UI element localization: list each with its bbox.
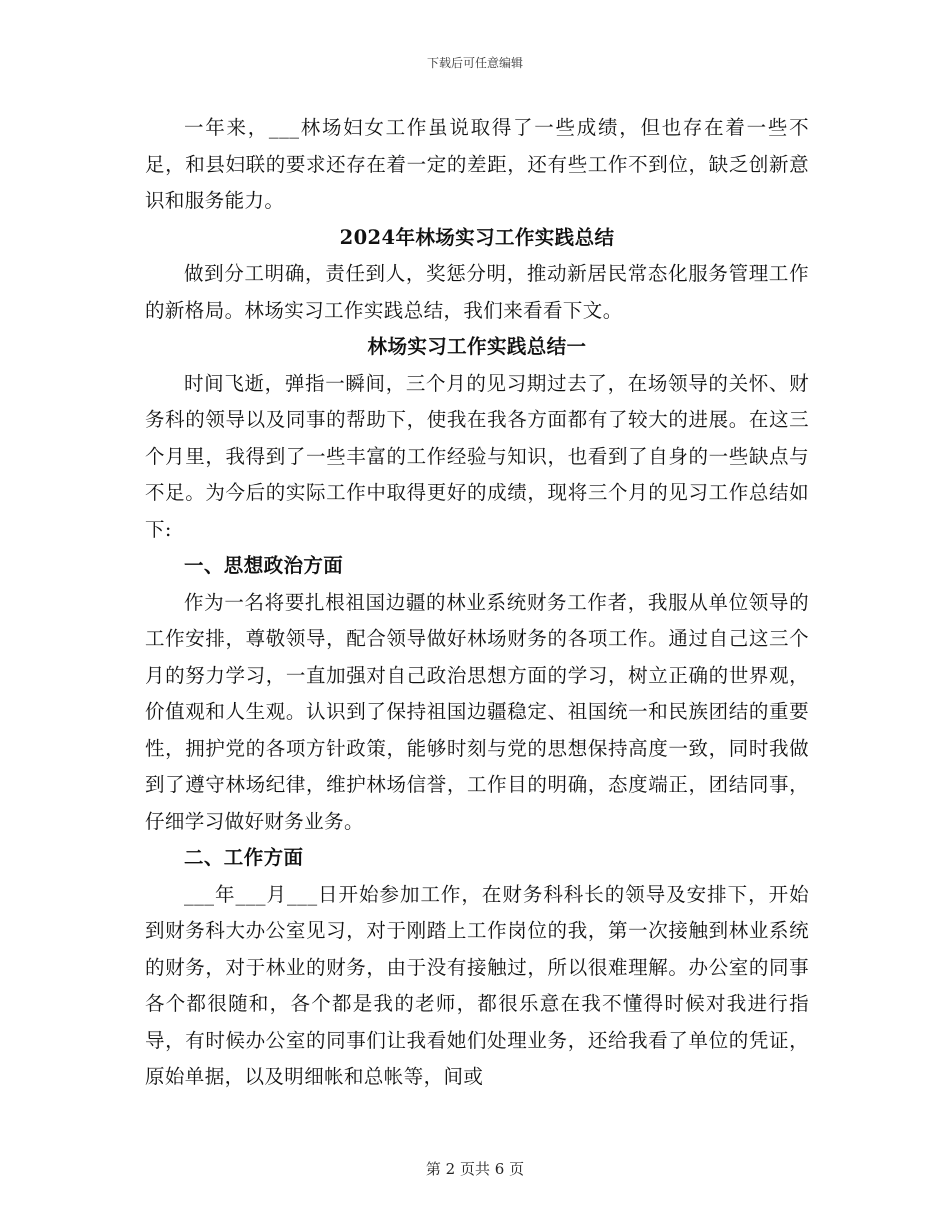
paragraph-overview: 时间飞逝，弹指一瞬间，三个月的见习期过去了，在场领导的关怀、财务科的领导以及同事的帮助下，使我在我各方面都有了较大的进展。在这三个月里，我得到了一些丰富的工作经验与知识，也看到了自身的一些缺点与不足。为今后的实际工作中取得更好的成绩，现将三个月的见习工作总结如下: [145, 371, 809, 541]
heading-work: 二、工作方面 [184, 846, 304, 869]
heading-political: 一、思想政治方面 [184, 554, 344, 577]
paragraph-political: 作为一名将要扎根祖国边疆的林业系统财务工作者，我服从单位领导的工作安排，尊敬领导，配合领导做好林场财务的各项工作。通过自己这三个月的努力学习，一直加强对自己政治思想方面的学习，树立正确的世界观，价值观和人生观。认识到了保持祖国边疆稳定、祖国统一和民族团结的重要性，拥护党的各项方针政策，能够时刻与党的思想保持高度一致，同时我做到了遵守林场纪律，维护林场信誉，工作目的明确，态度端正，团结同事，仔细学习做好财务业务。 [145, 590, 809, 833]
page-header: 下载后可任意编辑 [426, 56, 523, 70]
document-body [145, 110, 809, 1096]
paragraph-intro: 一年来，___林场妇女工作虽说取得了一些成绩，但也存在着一些不足，和县妇联的要求还存在着一定的差距，还有些工作不到位，缺乏创新意识和服务能力。 [145, 116, 809, 212]
paragraph-work: ___年___月___日开始参加工作，在财务科科长的领导及安排下，开始到财务科大办公室见习，对于刚踏上工作岗位的我，第一次接触到林业系统的财务，对于林业的财务，由于没有接触过，所以很难理解。办公室的同事各个都很随和，各个都是我的老师，都很乐意在我不懂得时候对我进行指导，有时候办公室的同事们让我看她们处理业务，还给我看了单位的凭证，原始单据，以及明细帐和总帐等，间或 [145, 882, 809, 1088]
paragraph-summary: 做到分工明确，责任到人，奖惩分明，推动新居民常态化服务管理工作的新格局。林场实习工作实践总结，我们来看看下文。 [145, 262, 809, 322]
section-title: 林场实习工作实践总结一 [367, 335, 587, 358]
page-footer: 第 2 页共 6 页 [425, 1160, 525, 1178]
document-title: 2024年林场实习工作实践总结 [339, 225, 615, 249]
